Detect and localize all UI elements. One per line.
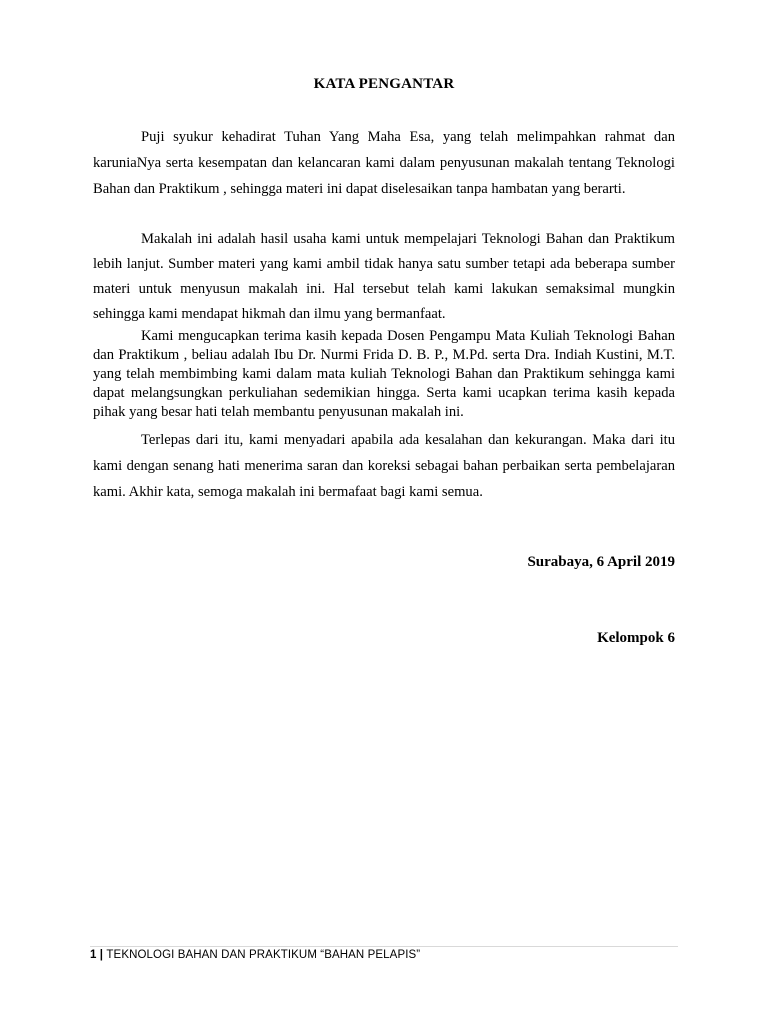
footer-text: TEKNOLOGI BAHAN DAN PRAKTIKUM “BAHAN PELAPIS” [106,949,421,961]
place-date: Surabaya, 6 April 2019 [527,554,675,570]
paragraph-4: Terlepas dari itu, kami menyadari apabila ada kesalahan dan kekurangan. Maka dari itu kami dengan senang hati menerima saran dan koreksi sebagai bahan perbaikan serta pembelajaran kami. Akhir kata, semoga makalah ini bermafaat bagi kami semua. [93,432,675,500]
footer-divider [90,946,678,947]
paragraph-3: Kami mengucapkan terima kasih kepada Dosen Pengampu Mata Kuliah Teknologi Bahan dan Praktikum , beliau adalah Ibu Dr. Nurmi Frida D. B. P., M.Pd. serta Dra. Indiah Kustini, M.T. yang telah membimbing kami dalam mata kuliah Teknologi Bahan dan Praktikum sehingga kami dapat melangsungkan perkuliahan sedemikian hingga. Serta kami ucapkan terima kasih kepada pihak yang besar hati telah membantu penyusunan makalah ini. [93,328,675,420]
page-number: 1 [90,949,97,961]
page-title: KATA PENGANTAR [313,76,455,92]
page-footer [90,949,420,961]
footer-separator: | [96,949,107,961]
paragraph-2: Makalah ini adalah hasil usaha kami untuk mempelajari Teknologi Bahan dan Praktikum lebih lanjut. Sumber materi yang kami ambil tidak hanya satu sumber tetapi ada beberapa sumber materi untuk menyusun makalah ini. Hal tersebut telah kami lakukan semaksimal mungkin sehingga kami mendapat hikmah dan ilmu yang bermanfaat. [93,231,675,322]
signature-group: Kelompok 6 [597,630,675,646]
paragraph-1: Puji syukur kehadirat Tuhan Yang Maha Esa, yang telah melimpahkan rahmat dan karuniaNya serta kesempatan dan kelancaran kami dalam penyusunan makalah tentang Teknologi Bahan dan Praktikum , sehingga materi ini dapat diselesaikan tanpa hambatan yang berarti. [93,129,675,197]
